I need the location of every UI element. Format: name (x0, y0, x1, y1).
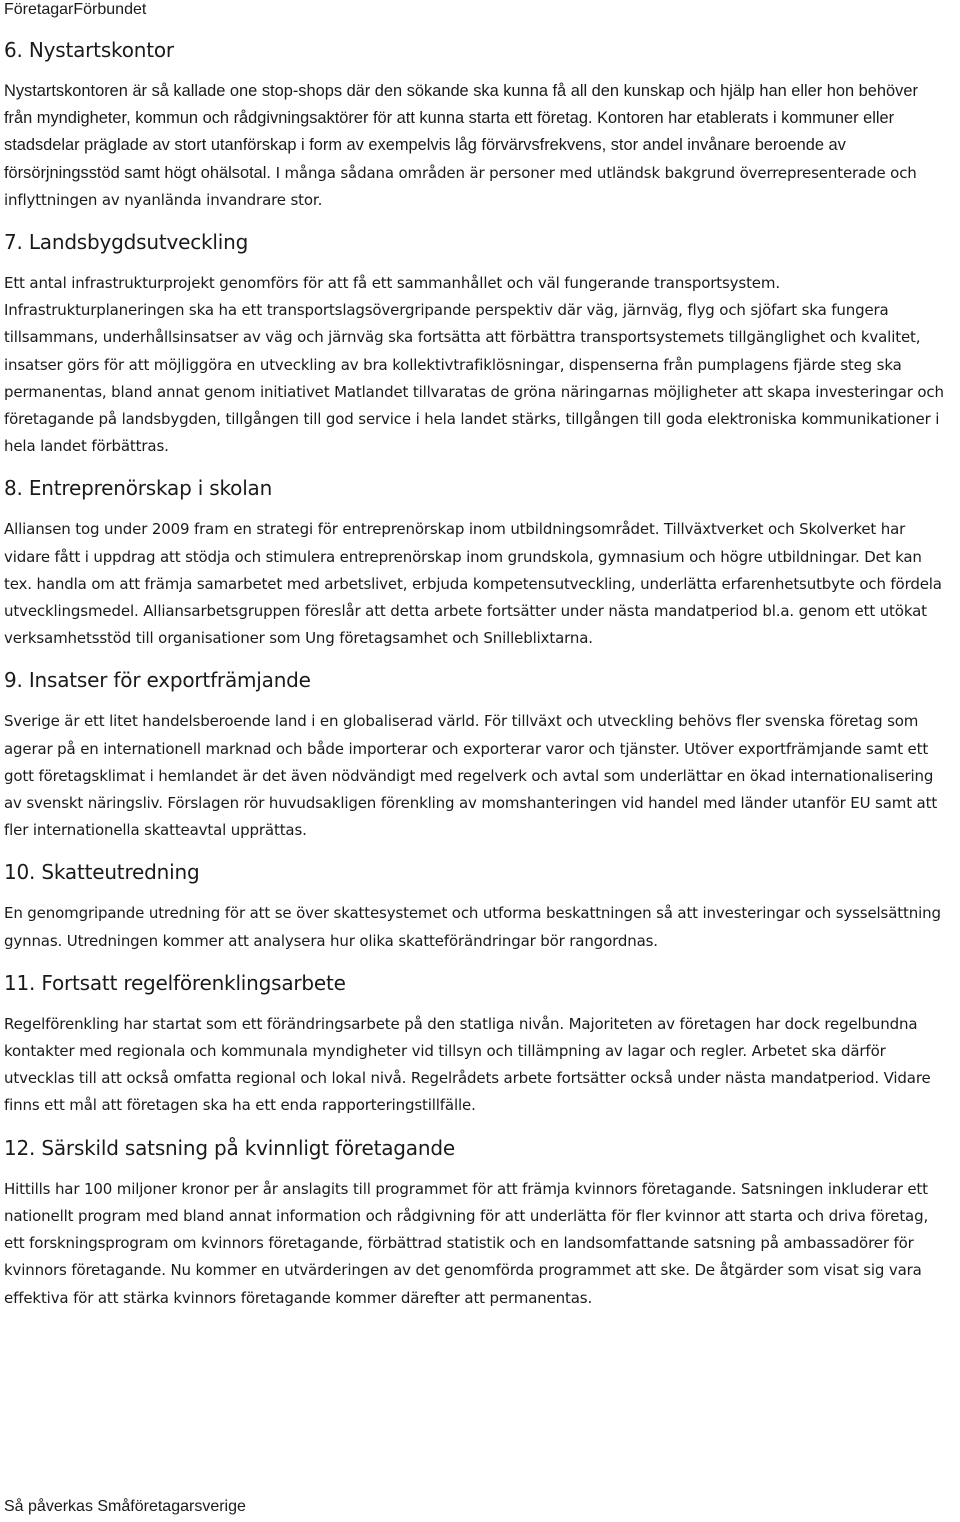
section-body-text: Regelförenkling har startat som ett förändringsarbete på den statliga nivån. Majoriteten av företagen har dock regelbundna kontakter med regionala och kommunala myndigheter vid tillsyn och tillämpning av lagar och regler. Arbetet ska därför utvecklas till att också omfatta regional och lokal nivå. Regelrådets arbete fortsätter också under nästa mandatperiod. Vidare finns ett mål att företagen ska ha ett enda rapporteringstillfälle. (4, 1014, 931, 1115)
section-nystartskontor (4, 36, 944, 214)
section-body-text: Ett antal infrastrukturprojekt genomförs för att få ett sammanhållet och väl fungerande transportsystem. Infrastrukturplaneringen ska ha ett transportslagsövergripande perspektiv där väg, järnväg, flyg och sjöfart ska fungera tillsammans, underhållsinsatser av väg och järnväg ska fortsätta att förbättra transportsystemets tillgänglighet och kvalitet, insatser görs för att möjliggöra en utveckling av bra kollektivtrafiklösningar, dispenserna från pumplagens fjärde steg ska permanentas, bland annat genom initiativet Matlandet tillvaratas de gröna näringarnas möjligheter att skapa investeringar och företagande på landsbygden, tillgången till god service i hela landet stärks, tillgången till goda elektroniska kommunikationer i hela landet förbättras. (4, 274, 944, 456)
section-entreprenorskap-i-skolan (4, 474, 944, 652)
section-heading: 7. Landsbygdsutveckling (4, 230, 249, 255)
section-body-text: Sverige är ett litet handelsberoende land i en globaliserad värld. För tillväxt och utveckling behövs fler svenska företag som agerar på en internationell marknad och både importerar och exporterar varor och tjänster. Utöver exportfrämjande samt ett gott företagsklimat i hemlandet är det även nödvändigt med regelverk och avtal som underlättar en ökad internationalisering av svenskt näringsliv. Förslagen rör huvudsakligen förenkling av momshanteringen vid handel med länder utanför EU samt att fler internationella skatteavtal upprättas. (4, 712, 938, 840)
section-regelforenkling (4, 969, 944, 1120)
running-footer: Så påverkas Småföretagarsverige (4, 1498, 246, 1515)
section-body-text: En genomgripande utredning för att se över skattesystemet och utforma beskattningen så att investeringar och sysselsättning gynnas. Utredningen kommer att analysera hur olika skatteförändringar bör rangordnas. (4, 904, 941, 950)
section-body-text: I många sådana områden är personer med utländsk bakgrund överrepresenterade och inflyttningen av nyanlända invandrare stor. (4, 163, 917, 209)
section-skatteutredning (4, 858, 944, 954)
section-text (4, 78, 944, 214)
running-header: FöretagarFörbundet (4, 1, 147, 18)
section-heading: 9. Insatser för exportfrämjande (4, 668, 311, 693)
section-landsbygdsutveckling (4, 228, 944, 460)
section-body-text: Hittills har 100 miljoner kronor per år anslagits till programmet för att främja kvinnors företagande. Satsningen inkluderar ett nationellt program med bland annat information och rådgivning för att underlätta för fler kvinnor att starta och driva företag, ett forskningsprogram om kvinnors företagande, förbättrad statistik och en landsomfattande satsning på ambassadörer för kvinnors företagande. Nu kommer en utvärderingen av det genomförda programmet att ske. De åtgärder som visat sig vara effektiva för att stärka kvinnors företagande kommer därefter att permanentas. (4, 1179, 929, 1307)
section-heading: 8. Entreprenörskap i skolan (4, 476, 273, 501)
section-kvinnligt-foretagande (4, 1134, 944, 1312)
section-heading: 12. Särskild satsning på kvinnligt företagande (4, 1135, 455, 1160)
document-body (4, 36, 944, 1312)
section-lead-text: Nystartskontoren är så kallade one stop-shops där den sökande ska kunna få all den kunskap och hjälp han eller hon behöver från myndigheter, kommun och rådgivningsaktörer för att kunna starta ett företag. Kontoren har etablerats i kommuner eller stadsdelar präglade av stort utanförskap i form av exempelvis låg förvärvsfrekvens, stor andel invånare beroende av försörjningsstöd samt högt ohälsotal. (4, 82, 918, 182)
section-body-text: Alliansen tog under 2009 fram en strategi för entreprenörskap inom utbildningsområdet. Tillväxtverket och Skolverket har vidare fått i uppdrag att stödja och stimulera entreprenörskap inom grundskola, gymnasium och högre utbildningar. Det kan tex. handla om att främja samarbetet med arbetslivet, erbjuda kompetensutveckling, underlätta erfarenhetsutbyte och fördela utvecklingsmedel. Alliansarbetsgruppen föreslår att detta arbete fortsätter under nästa mandatperiod bl.a. genom ett utökat verksamhetsstöd till organisationer som Ung företagsamhet och Snilleblixtarna. (4, 520, 942, 648)
section-heading: 6. Nystartskontor (4, 38, 174, 62)
section-heading: 10. Skatteutredning (4, 860, 200, 885)
section-exportframjande (4, 666, 944, 844)
section-heading: 11. Fortsatt regelförenklingsarbete (4, 970, 346, 995)
